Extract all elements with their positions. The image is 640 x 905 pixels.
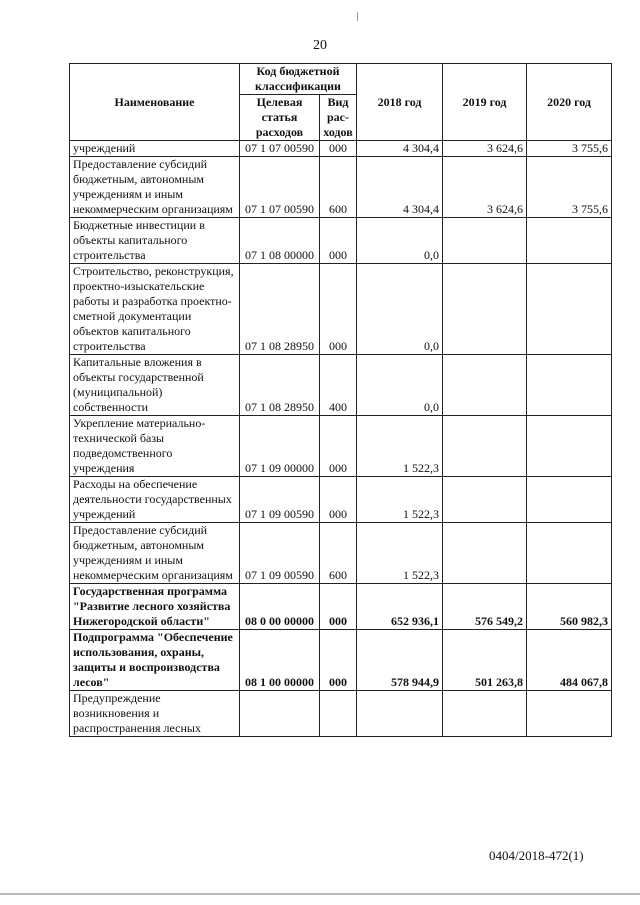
header-2020: 2020 год — [527, 64, 612, 141]
cell-2018: 0,0 — [357, 264, 443, 355]
header-vid: Вид рас-ходов — [320, 95, 357, 141]
cell-2019: 576 549,2 — [443, 584, 527, 630]
cell-code: 08 1 00 00000 — [240, 630, 320, 691]
cell-2020 — [527, 523, 612, 584]
cell-code: 07 1 09 00590 — [240, 477, 320, 523]
cell-vid: 600 — [320, 523, 357, 584]
page-number: 20 — [313, 38, 327, 53]
table-row — [70, 218, 612, 264]
table-row — [70, 157, 612, 218]
cell-code: 07 1 08 28950 — [240, 264, 320, 355]
cell-2020: 484 067,8 — [527, 630, 612, 691]
cell-2020 — [527, 355, 612, 416]
cell-2020 — [527, 264, 612, 355]
table-row — [70, 264, 612, 355]
budget-table — [69, 63, 612, 737]
cell-name: Государственная программа "Развитие лесного хозяйства Нижегородской области" — [70, 584, 240, 630]
scan-edge-line — [0, 893, 640, 895]
cell-name: Расходы на обеспечение деятельности государственных учреждений — [70, 477, 240, 523]
cell-2019 — [443, 691, 527, 737]
header-target: Целевая статья расходов — [240, 95, 320, 141]
cell-2020 — [527, 416, 612, 477]
cell-vid: 000 — [320, 630, 357, 691]
table-row — [70, 523, 612, 584]
cell-2020: 3 755,6 — [527, 141, 612, 157]
cell-vid: 000 — [320, 141, 357, 157]
cell-2020 — [527, 218, 612, 264]
cell-name: учреждений — [70, 141, 240, 157]
cell-code: 07 1 08 00000 — [240, 218, 320, 264]
cell-2018: 652 936,1 — [357, 584, 443, 630]
cell-2018: 0,0 — [357, 218, 443, 264]
cell-2018: 1 522,3 — [357, 523, 443, 584]
cell-vid: 000 — [320, 218, 357, 264]
cell-2018: 1 522,3 — [357, 416, 443, 477]
cell-name: Строительство, реконструкция, проектно-изыскательские работы и разработка проектно-сметной документации объектов капитального строительства — [70, 264, 240, 355]
cell-2019 — [443, 264, 527, 355]
cell-2020 — [527, 691, 612, 737]
cell-vid: 600 — [320, 157, 357, 218]
cell-name: Предупреждение возникновения и распространения лесных — [70, 691, 240, 737]
header-name: Наименование — [70, 64, 240, 141]
table-row — [70, 691, 612, 737]
cell-code: 08 0 00 00000 — [240, 584, 320, 630]
cell-name: Предоставление субсидий бюджетным, автономным учреждениям и иным некоммерческим организациям — [70, 523, 240, 584]
cell-code: 07 1 09 00590 — [240, 523, 320, 584]
cell-code: 07 1 09 00000 — [240, 416, 320, 477]
table-row — [70, 584, 612, 630]
table-row — [70, 630, 612, 691]
cell-2018: 1 522,3 — [357, 477, 443, 523]
cell-2019 — [443, 355, 527, 416]
scan-mark — [357, 12, 358, 21]
header-row — [70, 64, 612, 95]
cell-vid: 000 — [320, 264, 357, 355]
cell-vid — [320, 691, 357, 737]
cell-code: 07 1 08 28950 — [240, 355, 320, 416]
cell-2018: 4 304,4 — [357, 157, 443, 218]
header-2018: 2018 год — [357, 64, 443, 141]
cell-2018: 4 304,4 — [357, 141, 443, 157]
cell-code — [240, 691, 320, 737]
cell-name: Бюджетные инвестиции в объекты капитального строительства — [70, 218, 240, 264]
cell-name: Предоставление субсидий бюджетным, автономным учреждениям и иным некоммерческим организациям — [70, 157, 240, 218]
cell-name: Подпрограмма "Обеспечение использования, охраны, защиты и воспроизводства лесов" — [70, 630, 240, 691]
cell-2020: 560 982,3 — [527, 584, 612, 630]
cell-2019: 3 624,6 — [443, 141, 527, 157]
cell-name: Капитальные вложения в объекты государственной (муниципальной) собственности — [70, 355, 240, 416]
cell-2020: 3 755,6 — [527, 157, 612, 218]
cell-vid: 000 — [320, 416, 357, 477]
cell-2019 — [443, 477, 527, 523]
table-row — [70, 355, 612, 416]
cell-2020 — [527, 477, 612, 523]
cell-vid: 400 — [320, 355, 357, 416]
header-code-group: Код бюджетной классификации — [240, 64, 357, 95]
cell-2019: 3 624,6 — [443, 157, 527, 218]
cell-2019 — [443, 523, 527, 584]
cell-code: 07 1 07 00590 — [240, 157, 320, 218]
cell-vid: 000 — [320, 584, 357, 630]
cell-code: 07 1 07 00590 — [240, 141, 320, 157]
cell-2018: 0,0 — [357, 355, 443, 416]
cell-2019 — [443, 416, 527, 477]
header-2019: 2019 год — [443, 64, 527, 141]
table-row — [70, 141, 612, 157]
cell-2018 — [357, 691, 443, 737]
cell-name: Укрепление материально-технической базы подведомственного учреждения — [70, 416, 240, 477]
table-row — [70, 416, 612, 477]
cell-2019 — [443, 218, 527, 264]
table-body — [70, 141, 612, 737]
table-row — [70, 477, 612, 523]
cell-2018: 578 944,9 — [357, 630, 443, 691]
cell-2019: 501 263,8 — [443, 630, 527, 691]
footer-document-code: 0404/2018-472(1) — [489, 848, 584, 863]
cell-vid: 000 — [320, 477, 357, 523]
